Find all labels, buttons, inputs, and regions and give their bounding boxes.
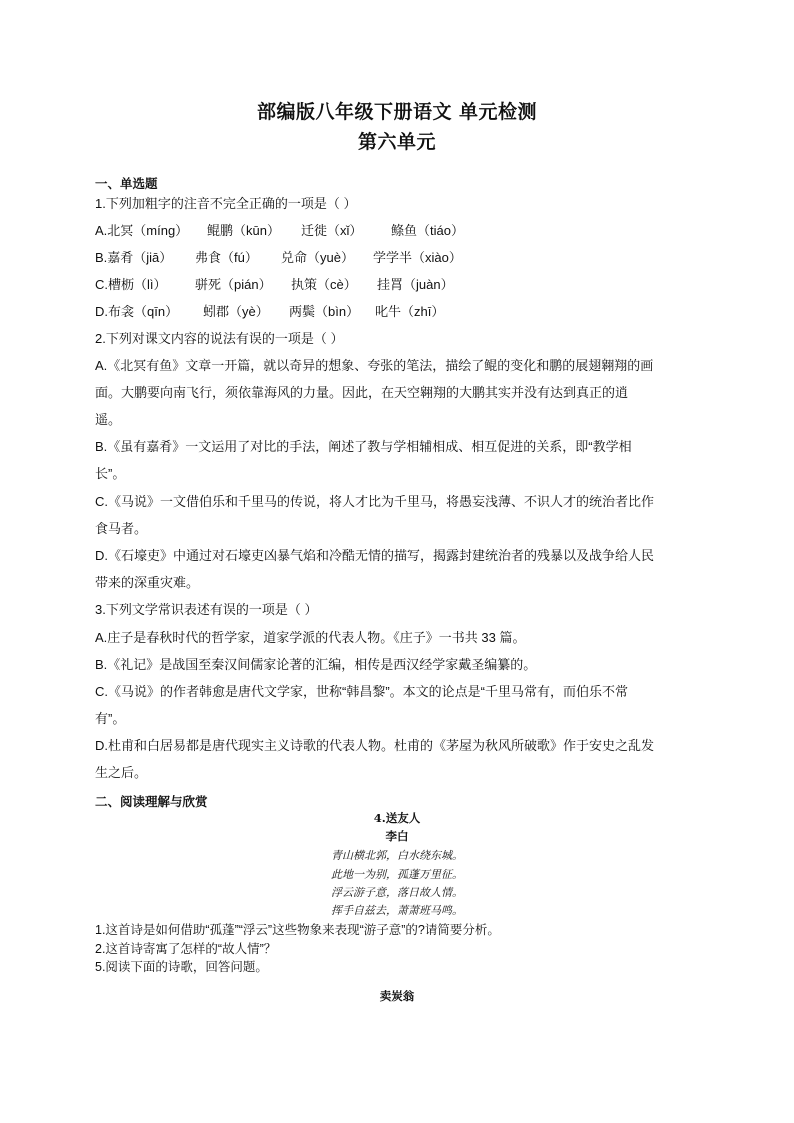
q1-b-item-4: 学学半（xiào） <box>373 250 462 265</box>
document-subtitle: 第六单元 <box>357 131 436 153</box>
poem-author: 李白 <box>385 829 409 843</box>
q3-option-c-line-1: C.《马说》的作者韩愈是唐代文学家，世称“韩昌黎”。本文的论点是“千里马常有，而伯乐不常 <box>95 684 628 699</box>
poem-line-4: 挥手自兹去，萧萧班马鸣。 <box>331 904 463 917</box>
q1-option-b <box>95 247 462 266</box>
q3-option-a: A.庄子是春秋时代的哲学家，道家学派的代表人物。《庄子》一书共 33 篇。 <box>95 630 526 645</box>
q2-stem: 2.下列对课文内容的说法有误的一项是（ ） <box>95 331 344 346</box>
q2-option-a-line-1: A.《北冥有鱼》文章一开篇，就以奇异的想象、夸张的笔法，描绘了鲲的变化和鹏的展翅翱翔的画 <box>95 358 654 373</box>
q2-option-a-line-2: 面。大鹏要向南飞行，须依靠海风的力量。因此，在天空翱翔的大鹏其实并没有达到真正的逍 <box>95 385 629 400</box>
q1-option-a <box>95 220 464 239</box>
q1-d-item-1: D.布衾（qīn） <box>95 304 179 319</box>
q1-d-item-3: 两鬓（bìn） <box>289 304 360 319</box>
section-heading-reading: 二、阅读理解与欣赏 <box>95 794 208 809</box>
q1-d-item-4: 叱牛（zhī） <box>375 304 445 319</box>
q1-c-item-1: C.槽枥（lì） <box>95 277 167 292</box>
q1-b-item-2: 弗食（fú） <box>195 250 258 265</box>
q2-option-d-line-2: 带来的深重灾难。 <box>95 575 200 590</box>
q1-a-item-4: 鲦鱼（tiáo） <box>391 223 464 238</box>
q3-option-d-line-1: D.杜甫和白居易都是唐代现实主义诗歌的代表人物。杜甫的《茅屋为秋风所破歌》作于安史之乱发 <box>95 738 655 753</box>
q2-option-c-line-2: 食马者。 <box>95 521 148 536</box>
q1-c-item-4: 挂罥（juàn） <box>377 277 454 292</box>
section-heading-single-choice: 一、单选题 <box>95 176 158 191</box>
poem-line-3: 浮云游子意，落日故人情。 <box>331 886 463 899</box>
q3-stem: 3.下列文学常识表述有误的一项是（ ） <box>95 602 318 617</box>
q2-option-c-line-1: C.《马说》一文借伯乐和千里马的传说，将人才比为千里马，将愚妄浅薄、不识人才的统治者比作 <box>95 494 655 509</box>
reading-question-5: 5.阅读下面的诗歌，回答问题。 <box>95 960 268 974</box>
q3-option-c-line-2: 有”。 <box>95 711 126 726</box>
q1-d-item-2: 蚓郡（yè） <box>203 304 269 319</box>
q3-option-b: B.《礼记》是战国至秦汉间儒家论著的汇编，相传是西汉经学家戴圣编纂的。 <box>95 657 537 672</box>
q1-c-item-2: 骈死（pián） <box>195 277 272 292</box>
reading-question-1: 1.这首诗是如何借助“孤蓬”“浮云”这些物象来表现“游子意”的?请简要分析。 <box>95 923 500 937</box>
q1-b-item-1: B.嘉肴（jiā） <box>95 250 173 265</box>
q2-option-b-line-2: 长”。 <box>95 466 126 481</box>
q2-option-b-line-1: B.《虽有嘉肴》一文运用了对比的手法，阐述了教与学相辅相成、相互促进的关系，即“教学相 <box>95 439 632 454</box>
q2-option-a-line-3: 遥。 <box>95 412 122 427</box>
document-title: 部编版八年级下册语文 单元检测 <box>256 101 538 123</box>
q1-c-item-3: 执策（cè） <box>291 277 357 292</box>
q1-a-item-2: 鲲鹏（kūn） <box>207 223 280 238</box>
q1-option-d <box>95 301 444 320</box>
q1-a-item-1: A.北冥（míng） <box>95 223 189 238</box>
poem-line-1: 青山横北郭，白水绕东城。 <box>331 849 463 862</box>
reading-question-2: 2.这首诗寄寓了怎样的“故人情”？ <box>95 942 277 956</box>
q3-option-d-line-2: 生之后。 <box>95 765 148 780</box>
q1-option-c <box>95 274 454 293</box>
next-poem-title: 卖炭翁 <box>379 989 415 1003</box>
poem-line-2: 此地一为别，孤蓬万里征。 <box>331 868 463 881</box>
q2-option-d-line-1: D.《石壕吏》中通过对石壕吏凶暴气焰和冷酷无情的描写，揭露封建统治者的残暴以及战争给人民 <box>95 548 655 563</box>
q1-a-item-3: 迁徙（xǐ） <box>301 223 363 238</box>
q1-stem: 1.下列加粗字的注音不完全正确的一项是（ ） <box>95 196 357 211</box>
poem-title: 4.送友人 <box>373 811 421 825</box>
q1-b-item-3: 兑命（yuè） <box>281 250 354 265</box>
